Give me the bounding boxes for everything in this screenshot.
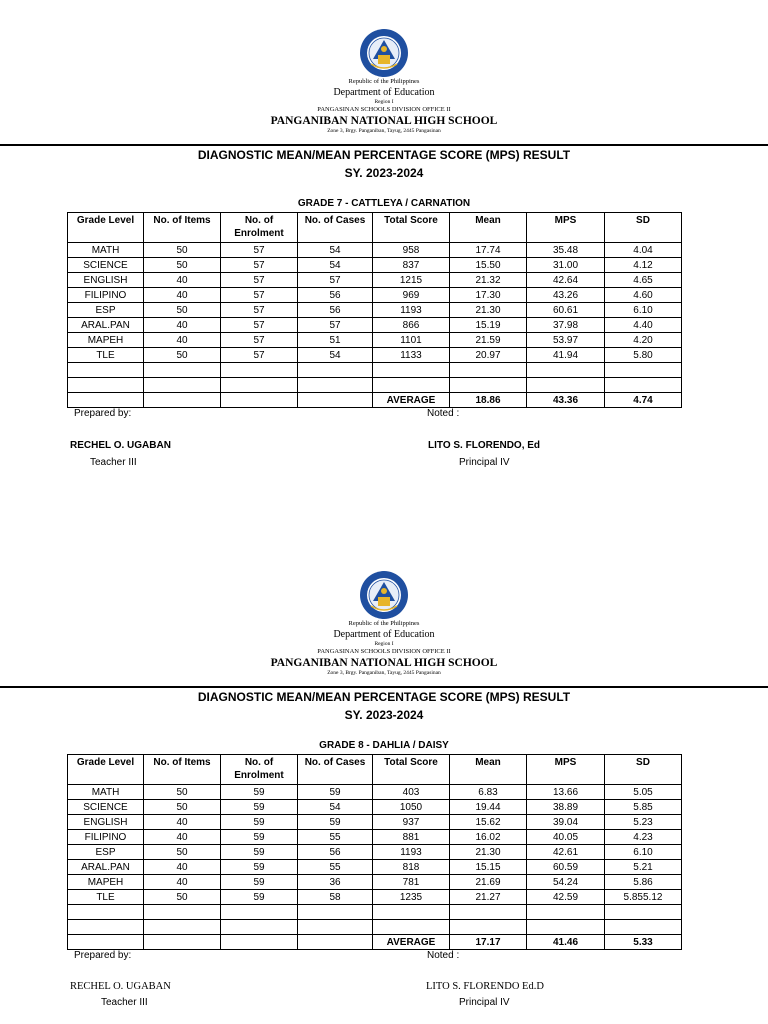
table-cell: 54 xyxy=(298,243,373,258)
empty-cell xyxy=(450,905,527,920)
table-cell: 19.44 xyxy=(450,800,527,815)
table-cell: 21.59 xyxy=(450,333,527,348)
department-line: Department of Education xyxy=(333,629,435,640)
table-cell: ESP xyxy=(68,303,144,318)
empty-cell xyxy=(144,393,221,408)
table-cell: 403 xyxy=(373,785,450,800)
table-cell: 50 xyxy=(144,303,221,318)
average-label: AVERAGE xyxy=(373,935,450,950)
empty-cell xyxy=(221,393,298,408)
table-cell: 50 xyxy=(144,800,221,815)
republic-line: Republic of the Philippines xyxy=(348,620,420,627)
table-cell: 15.62 xyxy=(450,815,527,830)
empty-cell xyxy=(373,378,450,393)
table-cell: 5.855.12 xyxy=(605,890,682,905)
table-cell: 56 xyxy=(298,303,373,318)
empty-cell xyxy=(373,920,450,935)
table-cell: 59 xyxy=(221,845,298,860)
noted-label: Noted : xyxy=(427,408,460,419)
report-title: DIAGNOSTIC MEAN/MEAN PERCENTAGE SCORE (MPS) RESULT xyxy=(197,148,571,162)
table-cell: 40 xyxy=(144,815,221,830)
table-cell: 1193 xyxy=(373,303,450,318)
table-cell: 42.64 xyxy=(527,273,605,288)
table-cell: 54.24 xyxy=(527,875,605,890)
empty-cell xyxy=(373,363,450,378)
table-cell: 1193 xyxy=(373,845,450,860)
table-cell: 881 xyxy=(373,830,450,845)
empty-cell xyxy=(605,378,682,393)
table-row xyxy=(68,875,682,890)
empty-cell xyxy=(450,378,527,393)
empty-cell xyxy=(221,905,298,920)
table-cell: 59 xyxy=(221,830,298,845)
average-mps: 43.36 xyxy=(527,393,605,408)
table-cell: 56 xyxy=(298,845,373,860)
table-cell: 59 xyxy=(221,800,298,815)
empty-cell xyxy=(605,905,682,920)
table-cell: 5.80 xyxy=(605,348,682,363)
blank-row xyxy=(68,920,682,935)
table-cell: 54 xyxy=(298,800,373,815)
table-cell: 1215 xyxy=(373,273,450,288)
table-cell: 6.83 xyxy=(450,785,527,800)
approver-name: LITO S. FLORENDO, Ed xyxy=(428,440,541,451)
table-cell: 40 xyxy=(144,333,221,348)
region-line: Region I xyxy=(374,641,394,647)
empty-cell xyxy=(144,935,221,950)
table-cell: FILIPINO xyxy=(68,830,144,845)
table-cell: 40 xyxy=(144,273,221,288)
department-line: Department of Education xyxy=(333,87,435,98)
table-cell: TLE xyxy=(68,348,144,363)
table-row xyxy=(68,800,682,815)
column-header: SD xyxy=(605,755,682,785)
table-row xyxy=(68,890,682,905)
table-cell: 781 xyxy=(373,875,450,890)
preparer-name: RECHEL O. UGABAN xyxy=(70,981,171,992)
column-header: Grade Level xyxy=(68,755,144,785)
table-cell: 13.66 xyxy=(527,785,605,800)
table-cell: MATH xyxy=(68,785,144,800)
table-cell: MATH xyxy=(68,243,144,258)
table-cell: 21.27 xyxy=(450,890,527,905)
table-cell: 31.00 xyxy=(527,258,605,273)
table-row xyxy=(68,303,682,318)
table-cell: ENGLISH xyxy=(68,815,144,830)
empty-cell xyxy=(221,920,298,935)
table-cell: 37.98 xyxy=(527,318,605,333)
table-cell: 50 xyxy=(144,243,221,258)
school-address: Zone 3, Brgy. Panganiban, Tayug, 2445 Pangasinan xyxy=(327,670,441,676)
header-divider xyxy=(0,144,768,146)
average-sd: 4.74 xyxy=(605,393,682,408)
column-header: No. of Cases xyxy=(298,755,373,785)
table-cell: 40 xyxy=(144,318,221,333)
table-cell: 38.89 xyxy=(527,800,605,815)
table-cell: 57 xyxy=(298,318,373,333)
table-cell: 59 xyxy=(298,815,373,830)
column-header: No. of Items xyxy=(144,213,221,243)
table-cell: 50 xyxy=(144,785,221,800)
table-cell: 59 xyxy=(221,890,298,905)
average-label: AVERAGE xyxy=(373,393,450,408)
table-cell: 5.85 xyxy=(605,800,682,815)
noted-label: Noted : xyxy=(427,950,460,961)
table-cell: 57 xyxy=(221,348,298,363)
table-cell: FILIPINO xyxy=(68,288,144,303)
column-header: No. of Enrolment xyxy=(221,213,298,243)
table-cell: 53.97 xyxy=(527,333,605,348)
grade-section-title: GRADE 8 - DAHLIA / DAISY xyxy=(319,740,449,751)
empty-cell xyxy=(298,920,373,935)
table-cell: 17.30 xyxy=(450,288,527,303)
table-cell: 50 xyxy=(144,890,221,905)
deped-seal-icon xyxy=(359,570,409,620)
table-row xyxy=(68,333,682,348)
table-cell: 57 xyxy=(221,288,298,303)
table-cell: 57 xyxy=(221,333,298,348)
table-cell: 59 xyxy=(221,785,298,800)
empty-cell xyxy=(144,378,221,393)
table-cell: SCIENCE xyxy=(68,258,144,273)
table-cell: 40 xyxy=(144,288,221,303)
empty-cell xyxy=(68,363,144,378)
table-cell: 4.12 xyxy=(605,258,682,273)
table-cell: 958 xyxy=(373,243,450,258)
grade-section-title: GRADE 7 - CATTLEYA / CARNATION xyxy=(297,198,471,209)
empty-cell xyxy=(298,378,373,393)
table-cell: 59 xyxy=(221,860,298,875)
table-cell: 40 xyxy=(144,860,221,875)
empty-cell xyxy=(298,363,373,378)
table-cell: 21.30 xyxy=(450,303,527,318)
school-name: PANGANIBAN NATIONAL HIGH SCHOOL xyxy=(270,115,498,127)
table-cell: 57 xyxy=(298,273,373,288)
mps-table xyxy=(67,754,682,950)
empty-cell xyxy=(450,363,527,378)
table-cell: ESP xyxy=(68,845,144,860)
table-cell: 35.48 xyxy=(527,243,605,258)
mps-table xyxy=(67,212,682,408)
table-row xyxy=(68,785,682,800)
empty-cell xyxy=(221,378,298,393)
table-cell: 837 xyxy=(373,258,450,273)
empty-cell xyxy=(144,363,221,378)
column-header: Mean xyxy=(450,755,527,785)
table-cell: 866 xyxy=(373,318,450,333)
table-row xyxy=(68,860,682,875)
table-cell: TLE xyxy=(68,890,144,905)
table-cell: 4.23 xyxy=(605,830,682,845)
table-row xyxy=(68,815,682,830)
average-sd: 5.33 xyxy=(605,935,682,950)
table-cell: 42.59 xyxy=(527,890,605,905)
table-cell: 50 xyxy=(144,258,221,273)
table-cell: 56 xyxy=(298,288,373,303)
division-line: PANGASINAN SCHOOLS DIVISION OFFICE II xyxy=(317,648,451,655)
column-header: Total Score xyxy=(373,213,450,243)
school-year: SY. 2023-2024 xyxy=(344,708,424,722)
table-cell: 57 xyxy=(221,318,298,333)
empty-cell xyxy=(527,905,605,920)
table-cell: 57 xyxy=(221,258,298,273)
table-cell: 54 xyxy=(298,258,373,273)
blank-row xyxy=(68,378,682,393)
average-mean: 17.17 xyxy=(450,935,527,950)
school-year: SY. 2023-2024 xyxy=(344,166,424,180)
table-cell: 51 xyxy=(298,333,373,348)
empty-cell xyxy=(144,920,221,935)
table-cell: 15.50 xyxy=(450,258,527,273)
table-cell: 40 xyxy=(144,830,221,845)
column-header: Mean xyxy=(450,213,527,243)
table-cell: 4.60 xyxy=(605,288,682,303)
table-cell: 969 xyxy=(373,288,450,303)
division-line: PANGASINAN SCHOOLS DIVISION OFFICE II xyxy=(317,106,451,113)
table-cell: 58 xyxy=(298,890,373,905)
table-cell: 5.05 xyxy=(605,785,682,800)
column-header: Total Score xyxy=(373,755,450,785)
table-cell: 57 xyxy=(221,273,298,288)
approver-name: LITO S. FLORENDO Ed.D xyxy=(426,981,544,992)
table-cell: 43.26 xyxy=(527,288,605,303)
table-row xyxy=(68,288,682,303)
average-row xyxy=(68,393,682,408)
table-cell: 57 xyxy=(221,303,298,318)
empty-cell xyxy=(68,920,144,935)
table-cell: 5.86 xyxy=(605,875,682,890)
empty-cell xyxy=(144,905,221,920)
table-cell: 6.10 xyxy=(605,845,682,860)
header-divider xyxy=(0,686,768,688)
table-cell: MAPEH xyxy=(68,333,144,348)
table-cell: 5.21 xyxy=(605,860,682,875)
empty-cell xyxy=(373,905,450,920)
average-mean: 18.86 xyxy=(450,393,527,408)
table-cell: 55 xyxy=(298,860,373,875)
table-cell: MAPEH xyxy=(68,875,144,890)
table-cell: ARAL.PAN xyxy=(68,318,144,333)
table-cell: 21.69 xyxy=(450,875,527,890)
empty-cell xyxy=(298,393,373,408)
preparer-title: Teacher III xyxy=(90,457,137,468)
table-cell: 4.04 xyxy=(605,243,682,258)
table-cell: 5.23 xyxy=(605,815,682,830)
blank-row xyxy=(68,905,682,920)
table-row xyxy=(68,845,682,860)
table-cell: 42.61 xyxy=(527,845,605,860)
report-title: DIAGNOSTIC MEAN/MEAN PERCENTAGE SCORE (MPS) RESULT xyxy=(197,690,571,704)
table-cell: 50 xyxy=(144,845,221,860)
table-cell: 1050 xyxy=(373,800,450,815)
column-header: No. of Items xyxy=(144,755,221,785)
average-mps: 41.46 xyxy=(527,935,605,950)
table-cell: 57 xyxy=(221,243,298,258)
table-cell: 59 xyxy=(221,815,298,830)
empty-cell xyxy=(221,363,298,378)
empty-cell xyxy=(527,920,605,935)
table-cell: 16.02 xyxy=(450,830,527,845)
empty-cell xyxy=(527,363,605,378)
empty-cell xyxy=(68,378,144,393)
table-cell: 21.30 xyxy=(450,845,527,860)
table-cell: 15.19 xyxy=(450,318,527,333)
table-cell: 60.61 xyxy=(527,303,605,318)
table-cell: 59 xyxy=(221,875,298,890)
approver-title: Principal IV xyxy=(459,997,510,1008)
empty-cell xyxy=(527,378,605,393)
empty-cell xyxy=(68,905,144,920)
column-header: Grade Level xyxy=(68,213,144,243)
table-cell: 937 xyxy=(373,815,450,830)
region-line: Region I xyxy=(374,99,394,105)
table-cell: 21.32 xyxy=(450,273,527,288)
table-row xyxy=(68,318,682,333)
preparer-title: Teacher III xyxy=(101,997,148,1008)
table-cell: 54 xyxy=(298,348,373,363)
empty-cell xyxy=(298,935,373,950)
column-header: No. of Cases xyxy=(298,213,373,243)
table-cell: ARAL.PAN xyxy=(68,860,144,875)
table-row xyxy=(68,348,682,363)
empty-cell xyxy=(450,920,527,935)
empty-cell xyxy=(605,363,682,378)
table-cell: 20.97 xyxy=(450,348,527,363)
table-cell: 1101 xyxy=(373,333,450,348)
table-cell: 4.20 xyxy=(605,333,682,348)
blank-row xyxy=(68,363,682,378)
table-cell: 15.15 xyxy=(450,860,527,875)
column-header: MPS xyxy=(527,213,605,243)
republic-line: Republic of the Philippines xyxy=(348,78,420,85)
table-cell: 818 xyxy=(373,860,450,875)
column-header: No. of Enrolment xyxy=(221,755,298,785)
table-header-row xyxy=(68,755,682,785)
table-cell: 1133 xyxy=(373,348,450,363)
school-address: Zone 3, Brgy. Panganiban, Tayug, 2445 Pangasinan xyxy=(327,128,441,134)
table-header-row xyxy=(68,213,682,243)
column-header: MPS xyxy=(527,755,605,785)
school-name: PANGANIBAN NATIONAL HIGH SCHOOL xyxy=(270,657,498,669)
empty-cell xyxy=(298,905,373,920)
empty-cell xyxy=(221,935,298,950)
table-cell: 55 xyxy=(298,830,373,845)
prepared-by-label: Prepared by: xyxy=(74,950,132,961)
table-cell: SCIENCE xyxy=(68,800,144,815)
empty-cell xyxy=(68,935,144,950)
table-cell: 40 xyxy=(144,875,221,890)
table-row xyxy=(68,830,682,845)
column-header: SD xyxy=(605,213,682,243)
empty-cell xyxy=(68,393,144,408)
table-cell: 4.40 xyxy=(605,318,682,333)
table-cell: 1235 xyxy=(373,890,450,905)
table-cell: 60.59 xyxy=(527,860,605,875)
table-cell: 39.04 xyxy=(527,815,605,830)
table-row xyxy=(68,258,682,273)
table-cell: 4.65 xyxy=(605,273,682,288)
table-row xyxy=(68,273,682,288)
table-row xyxy=(68,243,682,258)
average-row xyxy=(68,935,682,950)
empty-cell xyxy=(605,920,682,935)
table-cell: 6.10 xyxy=(605,303,682,318)
table-cell: 41.94 xyxy=(527,348,605,363)
preparer-name: RECHEL O. UGABAN xyxy=(70,440,171,451)
table-cell: 17.74 xyxy=(450,243,527,258)
table-cell: 40.05 xyxy=(527,830,605,845)
table-cell: 59 xyxy=(298,785,373,800)
table-cell: 50 xyxy=(144,348,221,363)
prepared-by-label: Prepared by: xyxy=(74,408,132,419)
deped-seal-icon xyxy=(359,28,409,78)
table-cell: 36 xyxy=(298,875,373,890)
approver-title: Principal IV xyxy=(459,457,510,468)
table-cell: ENGLISH xyxy=(68,273,144,288)
